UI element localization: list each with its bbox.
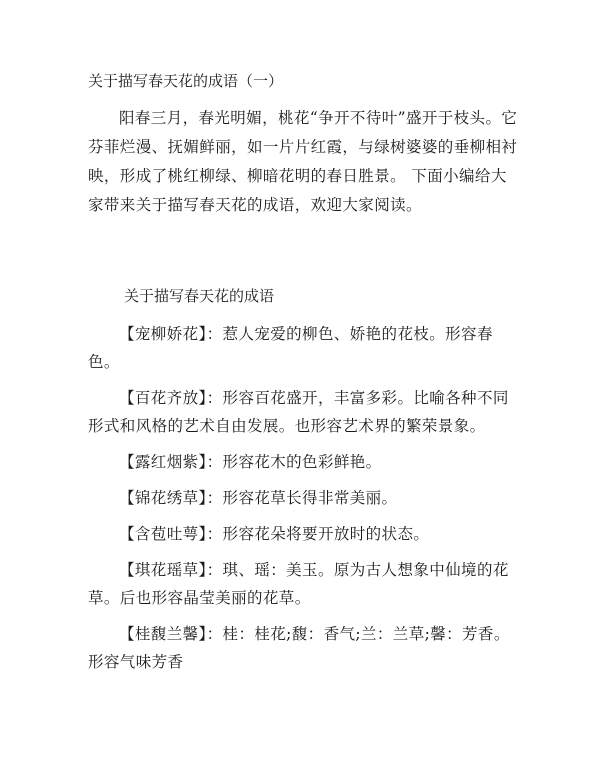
idiom-entry-jinhua-xiucao: 【锦花绣草】：形容花草长得非常美丽。 (119, 489, 398, 507)
idiom-entry-qihua-yaocao: 【琪花瑶草】：琪、瑶：美玉。原为古人想象中仙境的花草。后也形容晶莹美丽的花草。 (88, 561, 509, 607)
idiom-entry-chongliu-jiaohua: 【宠柳娇花】：惹人宠爱的柳色、娇艳的花枝。形容春色。 (88, 325, 493, 371)
intro-paragraph: 阳春三月，春光明媚，桃花“争开不待叶”盛开于枝头。它芬菲烂漫、抚媚鲜丽，如一片片红霞，与绿树婆婆的垂柳相衬映，形成了桃红柳绿、柳暗花明的春日胜景。 下面小编给大家带来关于描写春天花的成语，欢迎大家阅读。 (88, 109, 518, 214)
idiom-entry-guifu-lanxin: 【桂馥兰馨】：桂：桂花;馥：香气;兰：兰草;馨：芳香。形容气味芳香 (88, 625, 510, 671)
idiom-entry-baihua-qifang: 【百花齐放】：形容百花盛开，丰富多彩。比喻各种不同形式和风格的艺术自由发展。也形容艺术界的繁荣景象。 (88, 389, 509, 435)
idiom-entry-hanbao-tue: 【含苞吐萼】：形容花朵将要开放时的状态。 (119, 525, 430, 543)
section-title: 关于描写春天花的成语 (124, 287, 275, 305)
idiom-list (88, 320, 518, 684)
idiom-entry-luhong-yanzi: 【露红烟紫】：形容花木的色彩鲜艳。 (119, 453, 382, 471)
document-title: 关于描写春天花的成语（一） (88, 72, 284, 90)
